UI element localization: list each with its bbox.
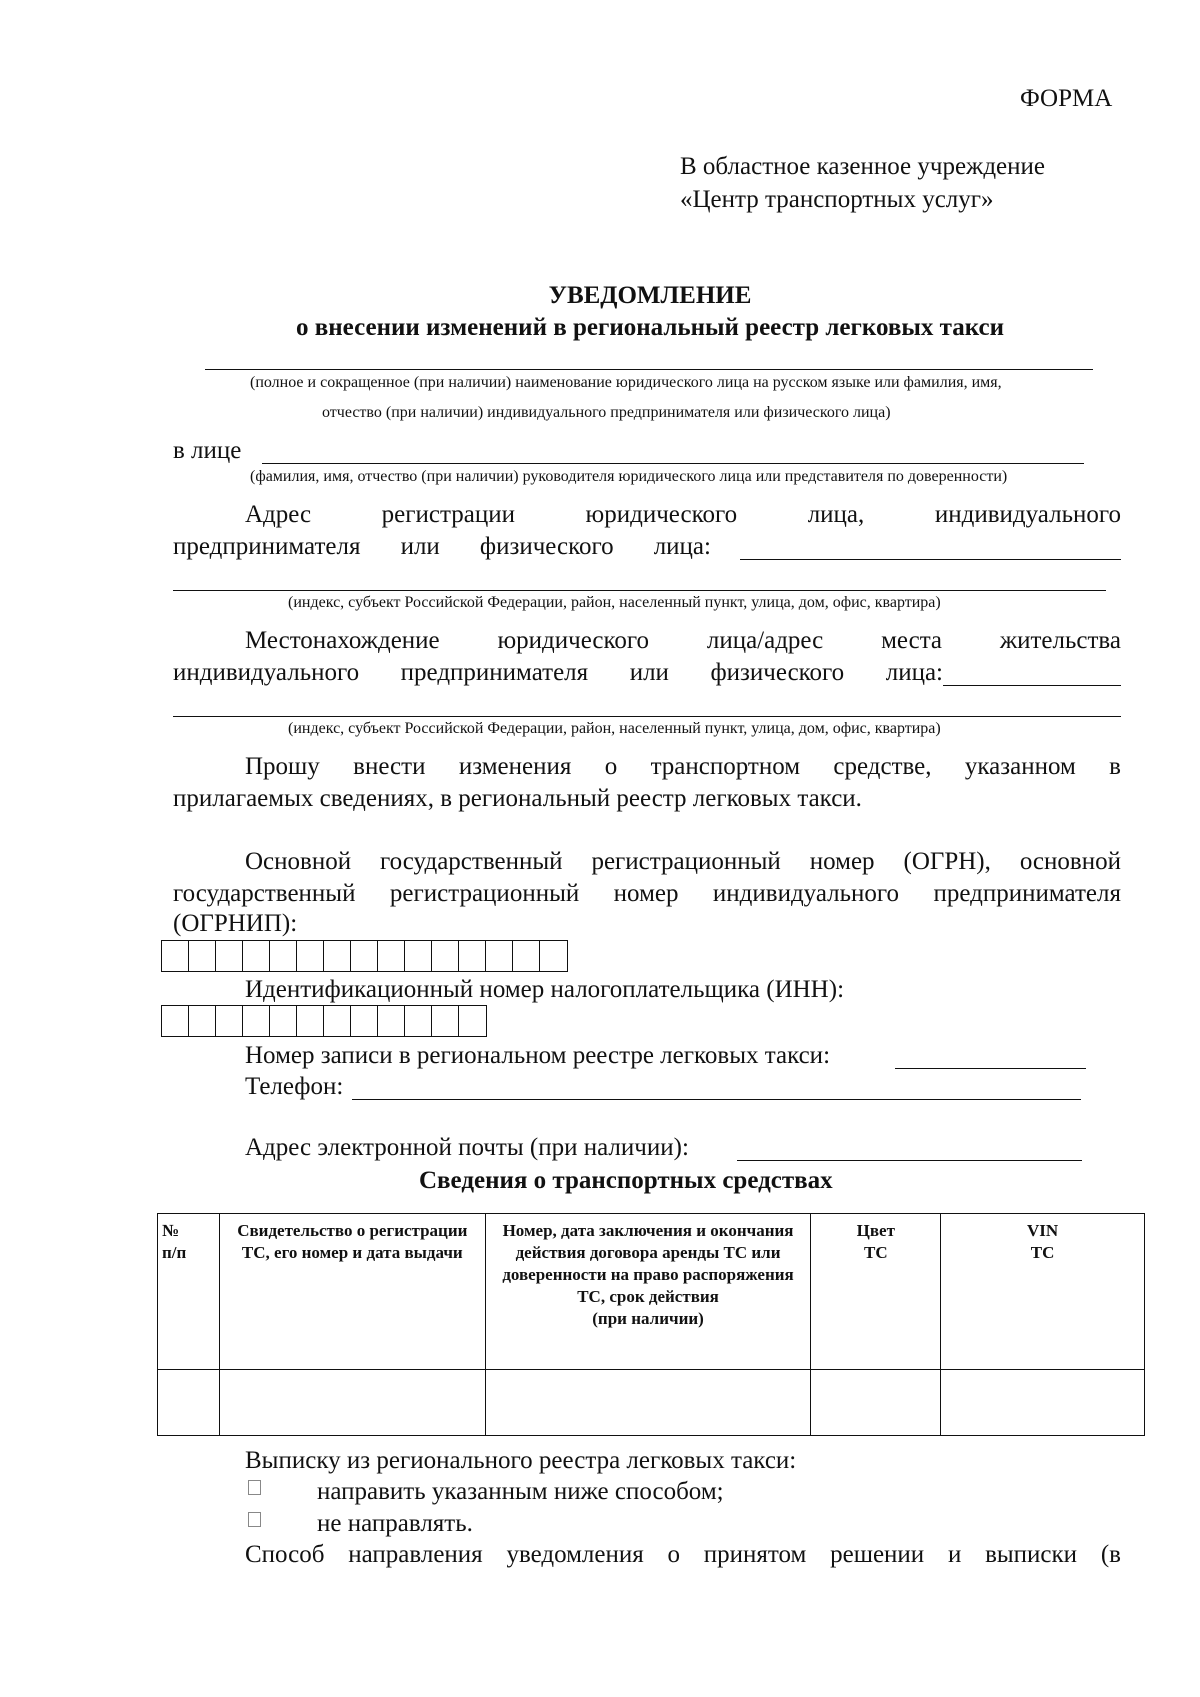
reg-address-line-1: Адрес регистрации юридического лица, индивидуального [245,501,1121,528]
cell-color[interactable] [811,1370,941,1436]
request-line-2: прилагаемых сведениях, в региональный реестр легковых такси. [173,785,862,812]
cell-vin[interactable] [941,1370,1145,1436]
cell-contract[interactable] [485,1370,811,1436]
applicant-hint-2: отчество (при наличии) индивидуального предпринимателя или физического лица) [322,404,891,421]
document-subtitle: о внесении изменений в региональный реестр легковых такси [296,314,1004,341]
location-field-1[interactable] [943,685,1121,686]
reg-address-line-2: предпринимателя или физического лица: [173,533,711,560]
cell-certificate[interactable] [219,1370,485,1436]
table-row [158,1370,1145,1436]
registry-record-label: Номер записи в региональном реестре легковых такси: [245,1042,831,1069]
col-header-contract: Номер, дата заключения и окончания действия договора аренды ТС или доверенности на право распоряжения ТС, срок действия (при наличии) [485,1214,811,1370]
form-label: ФОРМА [1020,85,1113,112]
addressee-line-2: «Центр транспортных услуг» [680,186,994,213]
cell-number[interactable] [158,1370,220,1436]
reg-address-field-1[interactable] [740,559,1121,560]
registry-record-field[interactable] [895,1068,1086,1069]
reg-address-hint: (индекс, субъект Российской Федерации, район, населенный пункт, улица, дом, офис, квартира) [288,594,941,611]
inn-label: Идентификационный номер налогоплательщика (ИНН): [245,976,845,1003]
option-send[interactable] [248,1478,261,1496]
reg-address-field-2[interactable] [173,590,1106,591]
location-hint: (индекс, субъект Российской Федерации, район, населенный пункт, улица, дом, офис, квартира) [288,720,941,737]
ogrn-line-1: Основной государственный регистрационный номер (ОГРН), основной [245,848,1121,875]
email-field[interactable] [737,1160,1082,1161]
vehicles-section-title: Сведения о транспортных средствах [419,1167,833,1194]
option-no-send-label: не направлять. [317,1510,473,1537]
location-field-2[interactable] [173,716,1121,717]
location-line-2: индивидуального предпринимателя или физического лица: [173,659,943,686]
request-line-1: Прошу внести изменения о транспортном средстве, указанном в [245,753,1121,780]
ogrn-line-2: государственный регистрационный номер индивидуального предпринимателя [173,880,1121,907]
ogrnip-label: (ОГРНИП): [173,910,298,937]
delivery-method-line: Способ направления уведомления о принятом решении и выписки (в [245,1541,1121,1568]
location-line-1: Местонахождение юридического лица/адрес места жительства [245,627,1121,654]
inn-input-boxes[interactable] [161,1005,487,1037]
phone-label: Телефон: [245,1073,344,1100]
vehicles-table [157,1213,1145,1436]
in-person-label: в лице [173,437,242,464]
addressee-line-1: В областное казенное учреждение [680,153,1046,180]
extract-label: Выписку из регионального реестра легковых такси: [245,1447,797,1474]
col-header-number: № п/п [158,1214,220,1370]
option-send-label: направить указанным ниже способом; [317,1478,724,1505]
checkbox-no-send-icon[interactable] [248,1512,261,1527]
in-person-line[interactable] [262,463,1084,464]
col-header-vin: VIN ТС [941,1214,1145,1370]
col-header-certificate: Свидетельство о регистрации ТС, его номер и дата выдачи [219,1214,485,1370]
applicant-name-line[interactable] [205,369,1093,370]
applicant-hint-1: (полное и сокращенное (при наличии) наименование юридического лица на русском языке или фамилия, имя, [250,374,1002,391]
email-label: Адрес электронной почты (при наличии): [245,1134,689,1161]
ogrn-input-boxes[interactable] [161,940,568,972]
phone-field[interactable] [352,1099,1081,1100]
document-title: УВЕДОМЛЕНИЕ [548,282,752,309]
col-header-color: Цвет ТС [811,1214,941,1370]
option-no-send[interactable] [248,1510,261,1528]
table-header-row [158,1214,1145,1370]
in-person-hint: (фамилия, имя, отчество (при наличии) руководителя юридического лица или представителя по доверенности) [250,468,1008,485]
checkbox-send-icon[interactable] [248,1480,261,1495]
